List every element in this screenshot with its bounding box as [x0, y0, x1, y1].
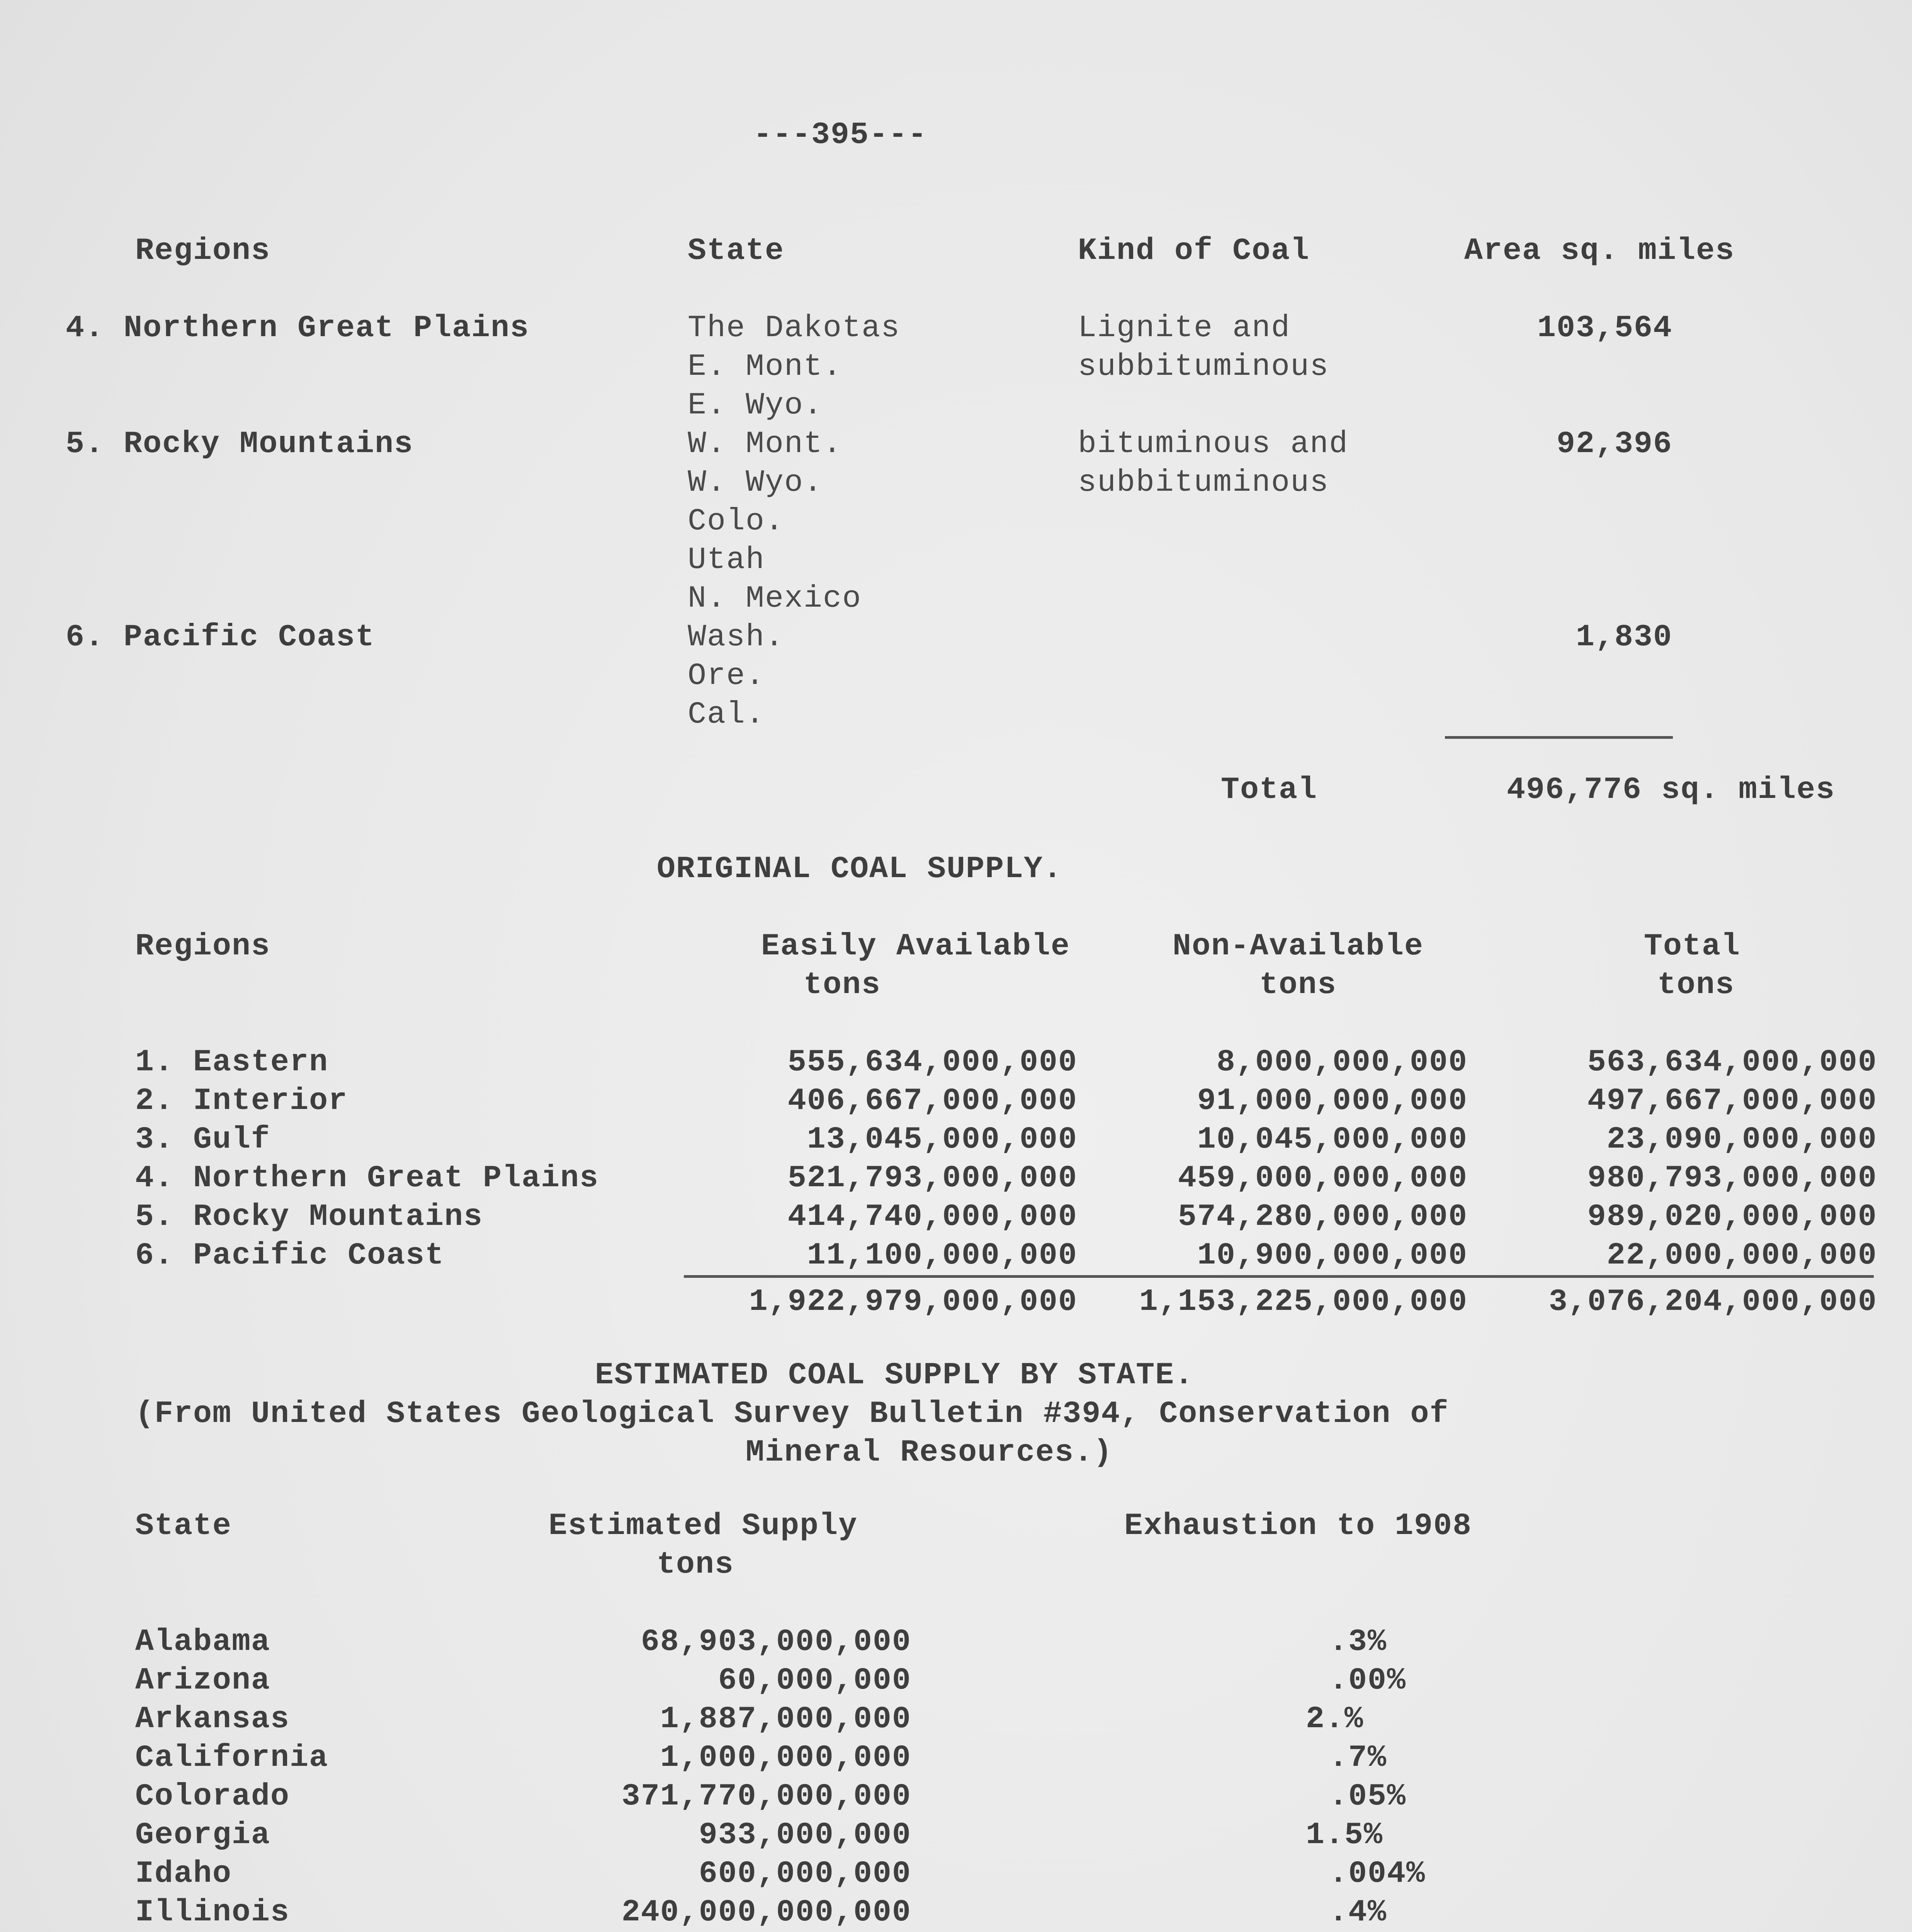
state-exhaustion: .3% [1329, 1624, 1387, 1660]
original-row-non: 10,900,000,000 [1197, 1238, 1468, 1273]
state-name: Alabama [135, 1624, 271, 1660]
state-name: Colorado [135, 1779, 290, 1814]
original-row-non: 574,280,000,000 [1178, 1199, 1468, 1235]
original-row-region: 2. Interior [135, 1083, 348, 1119]
state-exhaustion: .05% [1329, 1779, 1407, 1814]
original-row-total: 23,090,000,000 [1606, 1122, 1877, 1157]
region-state: W. Mont. [688, 427, 843, 462]
state-supply: 1,000,000,000 [660, 1740, 911, 1776]
original-row-total: 563,634,000,000 [1587, 1045, 1877, 1080]
state-name: Illinois [135, 1895, 290, 1930]
region-state: Ore. [688, 658, 765, 694]
original-row-region: 6. Pacific Coast [135, 1238, 445, 1273]
original-header-non: Non-Available [1172, 929, 1424, 964]
original-row-easily: 414,740,000,000 [787, 1199, 1078, 1235]
estimated-source-line2: Mineral Resources.) [746, 1435, 1113, 1470]
region-name: 6. Pacific Coast [66, 620, 375, 655]
original-totals-rule [684, 1275, 1874, 1278]
original-header-non-unit: tons [1259, 968, 1337, 1003]
region-state: N. Mexico [688, 581, 862, 616]
regions-header-area: Area sq. miles [1464, 233, 1735, 269]
state-supply: 600,000,000 [699, 1856, 911, 1891]
estimated-header-supply: Estimated Supply [549, 1509, 858, 1544]
original-row-total: 22,000,000,000 [1606, 1238, 1877, 1273]
state-supply: 68,903,000,000 [641, 1624, 911, 1660]
estimated-header-state: State [135, 1509, 232, 1544]
state-supply: 933,000,000 [699, 1818, 911, 1853]
area-total-rule [1445, 736, 1673, 739]
original-row-total: 989,020,000,000 [1587, 1199, 1877, 1235]
original-row-easily: 13,045,000,000 [807, 1122, 1078, 1157]
region-area: 103,564 [1537, 311, 1672, 346]
state-exhaustion: .004% [1329, 1856, 1426, 1891]
original-row-non: 8,000,000,000 [1216, 1045, 1468, 1080]
page-number: ---395--- [753, 117, 928, 153]
estimated-header-supply-unit: tons [657, 1547, 734, 1582]
region-state: Colo. [688, 504, 785, 539]
original-row-easily: 555,634,000,000 [787, 1045, 1078, 1080]
state-name: Arizona [135, 1663, 271, 1698]
regions-total-label: Total [1221, 772, 1318, 808]
regions-total-value: 496,776 sq. miles [1507, 772, 1836, 808]
original-header-total-unit: tons [1657, 968, 1735, 1003]
original-row-region: 5. Rocky Mountains [135, 1199, 483, 1235]
region-state: E. Mont. [688, 349, 843, 384]
region-state: W. Wyo. [688, 465, 823, 500]
original-header-easily-unit: tons [803, 968, 881, 1003]
estimated-header-exhaustion: Exhaustion to 1908 [1124, 1509, 1472, 1544]
original-row-region: 3. Gulf [135, 1122, 271, 1157]
original-header-region: Regions [135, 929, 271, 964]
state-name: California [135, 1740, 329, 1776]
original-row-non: 459,000,000,000 [1178, 1161, 1468, 1196]
region-state: Cal. [688, 697, 765, 732]
original-row-non: 10,045,000,000 [1197, 1122, 1468, 1157]
region-name: 5. Rocky Mountains [66, 427, 414, 462]
original-row-region: 4. Northern Great Plains [135, 1161, 599, 1196]
state-exhaustion: .00% [1329, 1663, 1407, 1698]
region-state: Utah [688, 543, 765, 578]
estimated-source-line1: (From United States Geological Survey Bulletin #394, Conservation of [135, 1396, 1449, 1432]
original-row-total: 980,793,000,000 [1587, 1161, 1877, 1196]
region-area: 92,396 [1556, 427, 1672, 462]
state-name: Georgia [135, 1818, 271, 1853]
original-row-region: 1. Eastern [135, 1045, 329, 1080]
original-total-total: 3,076,204,000,000 [1548, 1284, 1877, 1320]
state-name: Arkansas [135, 1702, 290, 1737]
original-header-easily: Easily Available [761, 929, 1071, 964]
state-name: Idaho [135, 1856, 232, 1891]
regions-header-kind: Kind of Coal [1078, 233, 1310, 269]
region-state: Wash. [688, 620, 785, 655]
region-kind: Lignite and [1078, 311, 1291, 346]
state-exhaustion: 2.% [1306, 1702, 1364, 1737]
state-supply: 60,000,000 [718, 1663, 911, 1698]
original-row-easily: 11,100,000,000 [807, 1238, 1078, 1273]
regions-header-region: Regions [135, 233, 271, 269]
original-supply-title: ORIGINAL COAL SUPPLY. [657, 852, 1063, 887]
original-total-easily: 1,922,979,000,000 [749, 1284, 1078, 1320]
original-row-total: 497,667,000,000 [1587, 1083, 1877, 1119]
region-kind: bituminous and [1078, 427, 1349, 462]
state-exhaustion: .4% [1329, 1895, 1387, 1930]
original-row-easily: 521,793,000,000 [787, 1161, 1078, 1196]
original-header-total: Total [1643, 929, 1741, 964]
estimated-supply-title: ESTIMATED COAL SUPPLY BY STATE. [595, 1358, 1194, 1393]
state-supply: 371,770,000,000 [621, 1779, 911, 1814]
state-supply: 1,887,000,000 [660, 1702, 911, 1737]
region-name: 4. Northern Great Plains [66, 311, 530, 346]
regions-header-state: State [688, 233, 785, 269]
original-total-non: 1,153,225,000,000 [1139, 1284, 1468, 1320]
state-exhaustion: .7% [1329, 1740, 1387, 1776]
original-row-easily: 406,667,000,000 [787, 1083, 1078, 1119]
region-state: The Dakotas [688, 311, 901, 346]
region-kind: subbituminous [1078, 465, 1329, 500]
state-supply: 240,000,000,000 [621, 1895, 911, 1930]
region-kind: subbituminous [1078, 349, 1329, 384]
original-row-non: 91,000,000,000 [1197, 1083, 1468, 1119]
region-state: E. Wyo. [688, 388, 823, 423]
state-exhaustion: 1.5% [1306, 1818, 1383, 1853]
region-area: 1,830 [1575, 620, 1672, 655]
